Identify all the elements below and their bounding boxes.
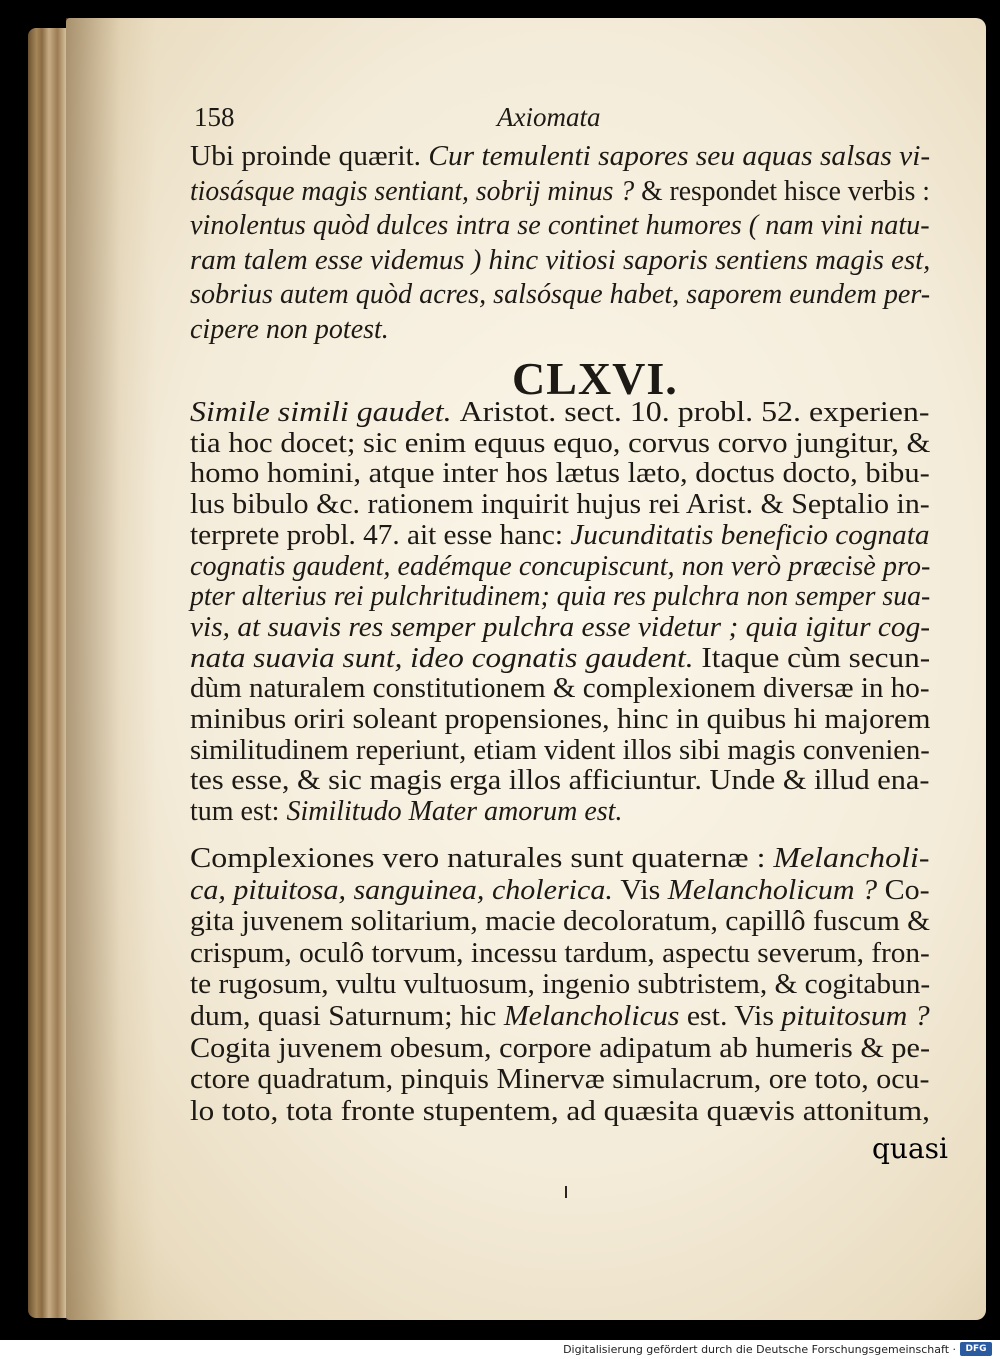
roman-text: terprete probl. 47. ait esse hanc: — [190, 519, 571, 551]
roman-text: crispum, oculô torvum, incessu tardum, aspectu severum, fron- — [190, 937, 930, 969]
roman-text: tum est: — [190, 796, 287, 828]
text-line — [190, 519, 930, 553]
text-line — [190, 1000, 930, 1034]
italic-text: sobrius autem quòd acres, salsósque habet, saporem eundem per- — [190, 279, 931, 310]
roman-text: Ubi proinde quærit. — [190, 141, 429, 172]
roman-text: Itaque cùm secun- — [701, 642, 931, 674]
text-line — [190, 278, 930, 312]
text-line — [190, 672, 930, 706]
italic-text: Melancholicus — [503, 1001, 680, 1032]
italic-text: tiosásque magis sentiant, sobrij minus ? — [190, 175, 642, 207]
roman-text: tes esse, & sic magis erga illos afficiuntur. Unde & illud ena- — [190, 765, 930, 797]
text-line — [190, 734, 930, 768]
italic-text: pter alterius rei pulchritudinem; quia res pulchra non semper sua- — [190, 581, 931, 613]
roman-text: dum, quasi Saturnum; hic — [190, 1001, 504, 1032]
text-line — [190, 1032, 930, 1066]
italic-text: cipere non potest. — [190, 313, 389, 345]
italic-text: Jucunditatis beneficio cognata — [570, 519, 930, 551]
roman-text: lo toto, tota fronte stupentem, ad quæsita quævis attonitum, — [190, 1095, 930, 1127]
roman-text: Complexiones vero naturales sunt quaternæ : — [190, 843, 774, 874]
signature-mark — [565, 1186, 567, 1198]
text-line — [190, 175, 930, 209]
text-line — [190, 795, 622, 829]
italic-text: ram talem esse videmus ) hinc vitiosi saporis sentiens magis est, — [190, 244, 931, 276]
dfg-logo: DFG — [960, 1342, 992, 1356]
text-line — [190, 642, 930, 676]
roman-text: gita juvenem solitarium, macie decoloratum, capillô fuscum & — [190, 906, 931, 938]
text-line — [190, 580, 930, 614]
text-line — [190, 842, 929, 876]
italic-text: pituitosum ? — [781, 1001, 930, 1032]
text-line — [190, 703, 930, 737]
italic-text: Simile simili gaudet. — [190, 397, 460, 428]
roman-text: minibus oriri soleant propensiones, hinc in quibus hi majorem — [190, 704, 931, 735]
catchword: quasi — [872, 1132, 948, 1165]
page-gutter-shadow — [66, 18, 156, 1320]
text-line — [190, 209, 930, 243]
page-number: 158 — [194, 102, 235, 132]
italic-text: ca, pituitosa, sanguinea, cholerica. — [190, 874, 621, 906]
text-line — [190, 488, 930, 522]
text-line — [190, 611, 930, 645]
roman-text: Cogita juvenem obesum, corpore adipatum ab humeris & pe- — [190, 1032, 931, 1064]
italic-text: vinolentus quòd dulces intra se continet humores ( nam vini natu- — [190, 210, 930, 241]
text-line — [190, 1095, 930, 1129]
text-line — [190, 1063, 929, 1097]
roman-text: tia hoc docet; sic enim equus equo, corvus corvo jungitur, & — [190, 427, 931, 459]
text-line — [190, 427, 930, 461]
italic-text: nata suavia sunt, ideo cognatis gaudent. — [190, 642, 702, 674]
italic-text: Melancholi- — [773, 843, 930, 874]
roman-text: Aristot. sect. 10. probl. 52. experien- — [459, 397, 930, 428]
text-line — [190, 874, 930, 908]
roman-text: similitudinem reperiunt, etiam vident illos sibi magis convenien- — [190, 734, 930, 766]
text-line — [190, 457, 930, 491]
text-line — [190, 550, 930, 584]
roman-text: Vis — [620, 874, 668, 906]
section-heading: CLXVI. — [512, 353, 678, 404]
italic-text: cognatis gaudent, eadémque concupiscunt, non verò præcisè pro- — [190, 550, 931, 582]
roman-text: dùm naturalem constitutionem & complexionem diversæ in ho- — [190, 673, 930, 705]
text-line — [190, 764, 929, 798]
italic-text: Cur temulenti sapores seu aquas salsas vi- — [428, 141, 931, 172]
footer-credit: Digitalisierung gefördert durch die Deutsche Forschungsgemeinschaft · — [563, 1343, 956, 1356]
text-line — [190, 244, 930, 278]
text-line — [190, 313, 389, 347]
italic-text: Melancholicum ? — [667, 874, 878, 906]
roman-text: & respondet hisce verbis : — [641, 175, 930, 207]
roman-text: ctore quadratum, pinquis Minervæ simulacrum, ore toto, ocu- — [190, 1064, 930, 1096]
roman-text: Co- — [877, 874, 930, 906]
roman-text: est. Vis — [679, 1001, 782, 1032]
roman-text: lus bibulo &c. rationem inquirit hujus rei Arist. & Septalio in- — [190, 489, 930, 521]
text-line — [190, 905, 930, 939]
running-title: Axiomata — [497, 102, 601, 132]
italic-text: Similitudo Mater amorum est. — [286, 796, 623, 828]
text-line — [190, 937, 930, 971]
roman-text: homo homini, atque inter hos lætus læto, doctus docto, bibu- — [190, 458, 930, 490]
text-line — [190, 140, 930, 174]
text-line — [190, 968, 930, 1002]
roman-text: te rugosum, vultu vultuosum, ingenio subtristem, & cogitabun- — [190, 969, 931, 1001]
italic-text: vis, at suavis res semper pulchra esse videtur ; quia igitur cog- — [190, 611, 931, 643]
